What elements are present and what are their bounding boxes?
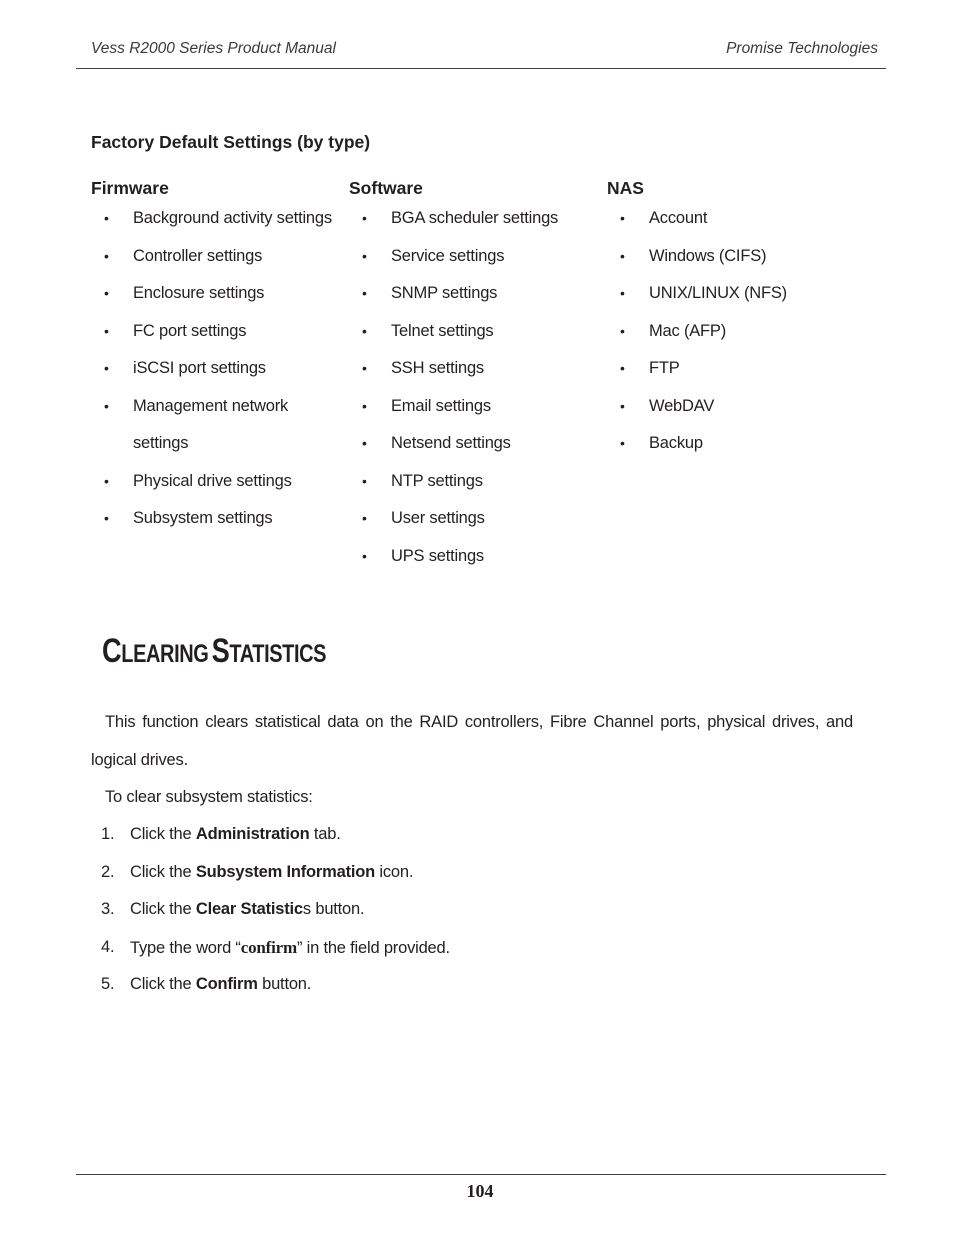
bullet-icon: •: [620, 360, 625, 376]
list-item: • Email settings: [349, 389, 558, 427]
firmware-column: [91, 177, 332, 539]
nas-heading: NAS: [607, 178, 644, 198]
list-item: • Windows (CIFS): [607, 239, 787, 277]
bullet-icon: •: [104, 397, 109, 414]
bullet-icon: •: [104, 322, 109, 339]
bullet-icon: •: [362, 285, 367, 301]
bullet-icon: •: [104, 210, 109, 226]
bullet-icon: •: [104, 285, 109, 301]
list-item: • BGA scheduler settings: [349, 201, 558, 239]
list-item: • FTP: [607, 351, 787, 389]
list-item: • User settings: [349, 501, 558, 539]
nas-column: [607, 177, 787, 464]
step-item: 2. Click the Subsystem Information icon.: [101, 862, 414, 881]
defaults-heading: Factory Default Settings (by type): [91, 132, 371, 152]
list-item: • Physical drive settings: [91, 464, 332, 502]
bullet-icon: •: [620, 397, 625, 414]
footer-rule: [76, 1174, 886, 1175]
step-item: 1. Click the Administration tab.: [101, 825, 341, 843]
list-item: • Netsend settings: [349, 426, 558, 464]
bullet-icon: •: [362, 210, 367, 226]
list-item: • Subsystem settings: [91, 501, 332, 539]
software-column: [349, 177, 558, 576]
bullet-icon: •: [362, 247, 367, 264]
bullet-icon: •: [362, 397, 367, 414]
bullet-icon: •: [620, 247, 625, 264]
intro-paragraph: This function clears statistical data on the RAID controllers, Fibre Channel ports, physical drives, and logical drives.: [91, 713, 853, 769]
bullet-icon: •: [620, 435, 625, 451]
list-item: • UNIX/LINUX (NFS): [607, 276, 787, 314]
running-header-title: Vess R2000 Series Product Manual: [91, 40, 336, 57]
clearing-statistics-title: CLEARING STATISTICS: [102, 632, 327, 670]
list-item: • Controller settings: [91, 239, 332, 277]
bullet-icon: •: [104, 472, 109, 489]
bullet-icon: •: [362, 472, 367, 489]
bullet-icon: •: [104, 510, 109, 526]
list-item-continuation: settings: [133, 434, 189, 452]
software-heading: Software: [349, 178, 423, 198]
list-item: • NTP settings: [349, 464, 558, 502]
list-item: • Telnet settings: [349, 314, 558, 352]
list-item: • Service settings: [349, 239, 558, 277]
list-item: • FC port settings: [91, 314, 332, 352]
list-item: • SSH settings: [349, 351, 558, 389]
firmware-heading: Firmware: [91, 178, 169, 198]
bullet-icon: •: [620, 210, 625, 226]
steps-list: [91, 816, 450, 1004]
lead-paragraph: To clear subsystem statistics:: [105, 788, 313, 806]
bullet-icon: •: [620, 285, 625, 301]
bullet-icon: •: [104, 247, 109, 264]
list-item: • Enclosure settings: [91, 276, 332, 314]
bullet-icon: •: [362, 510, 367, 526]
list-item: • Mac (AFP): [607, 314, 787, 352]
software-list: [349, 201, 558, 576]
bullet-icon: •: [362, 547, 367, 564]
nas-list: [607, 201, 787, 464]
step-item: 3. Click the Clear Statistics button.: [101, 900, 365, 918]
step-item: 5. Click the Confirm button.: [101, 975, 312, 993]
bullet-icon: •: [362, 435, 367, 451]
list-item: • iSCSI port settings: [91, 351, 332, 389]
list-item: • UPS settings: [349, 539, 558, 577]
list-item: • Management network: [91, 389, 332, 427]
list-item: • WebDAV: [607, 389, 787, 427]
list-item: • Background activity settings: [91, 201, 332, 239]
bullet-icon: •: [104, 360, 109, 376]
page-number: 104: [466, 1181, 494, 1201]
list-item: • Backup: [607, 426, 787, 464]
step-item: 4. Type the word “confirm” in the field provided.: [101, 937, 450, 957]
firmware-list: [91, 201, 332, 539]
header-rule: [76, 68, 886, 69]
running-header-company: Promise Technologies: [726, 40, 878, 57]
bullet-icon: •: [620, 322, 625, 339]
bullet-icon: •: [362, 360, 367, 376]
list-item: • SNMP settings: [349, 276, 558, 314]
bullet-icon: •: [362, 322, 367, 339]
list-item: • Account: [607, 201, 787, 239]
